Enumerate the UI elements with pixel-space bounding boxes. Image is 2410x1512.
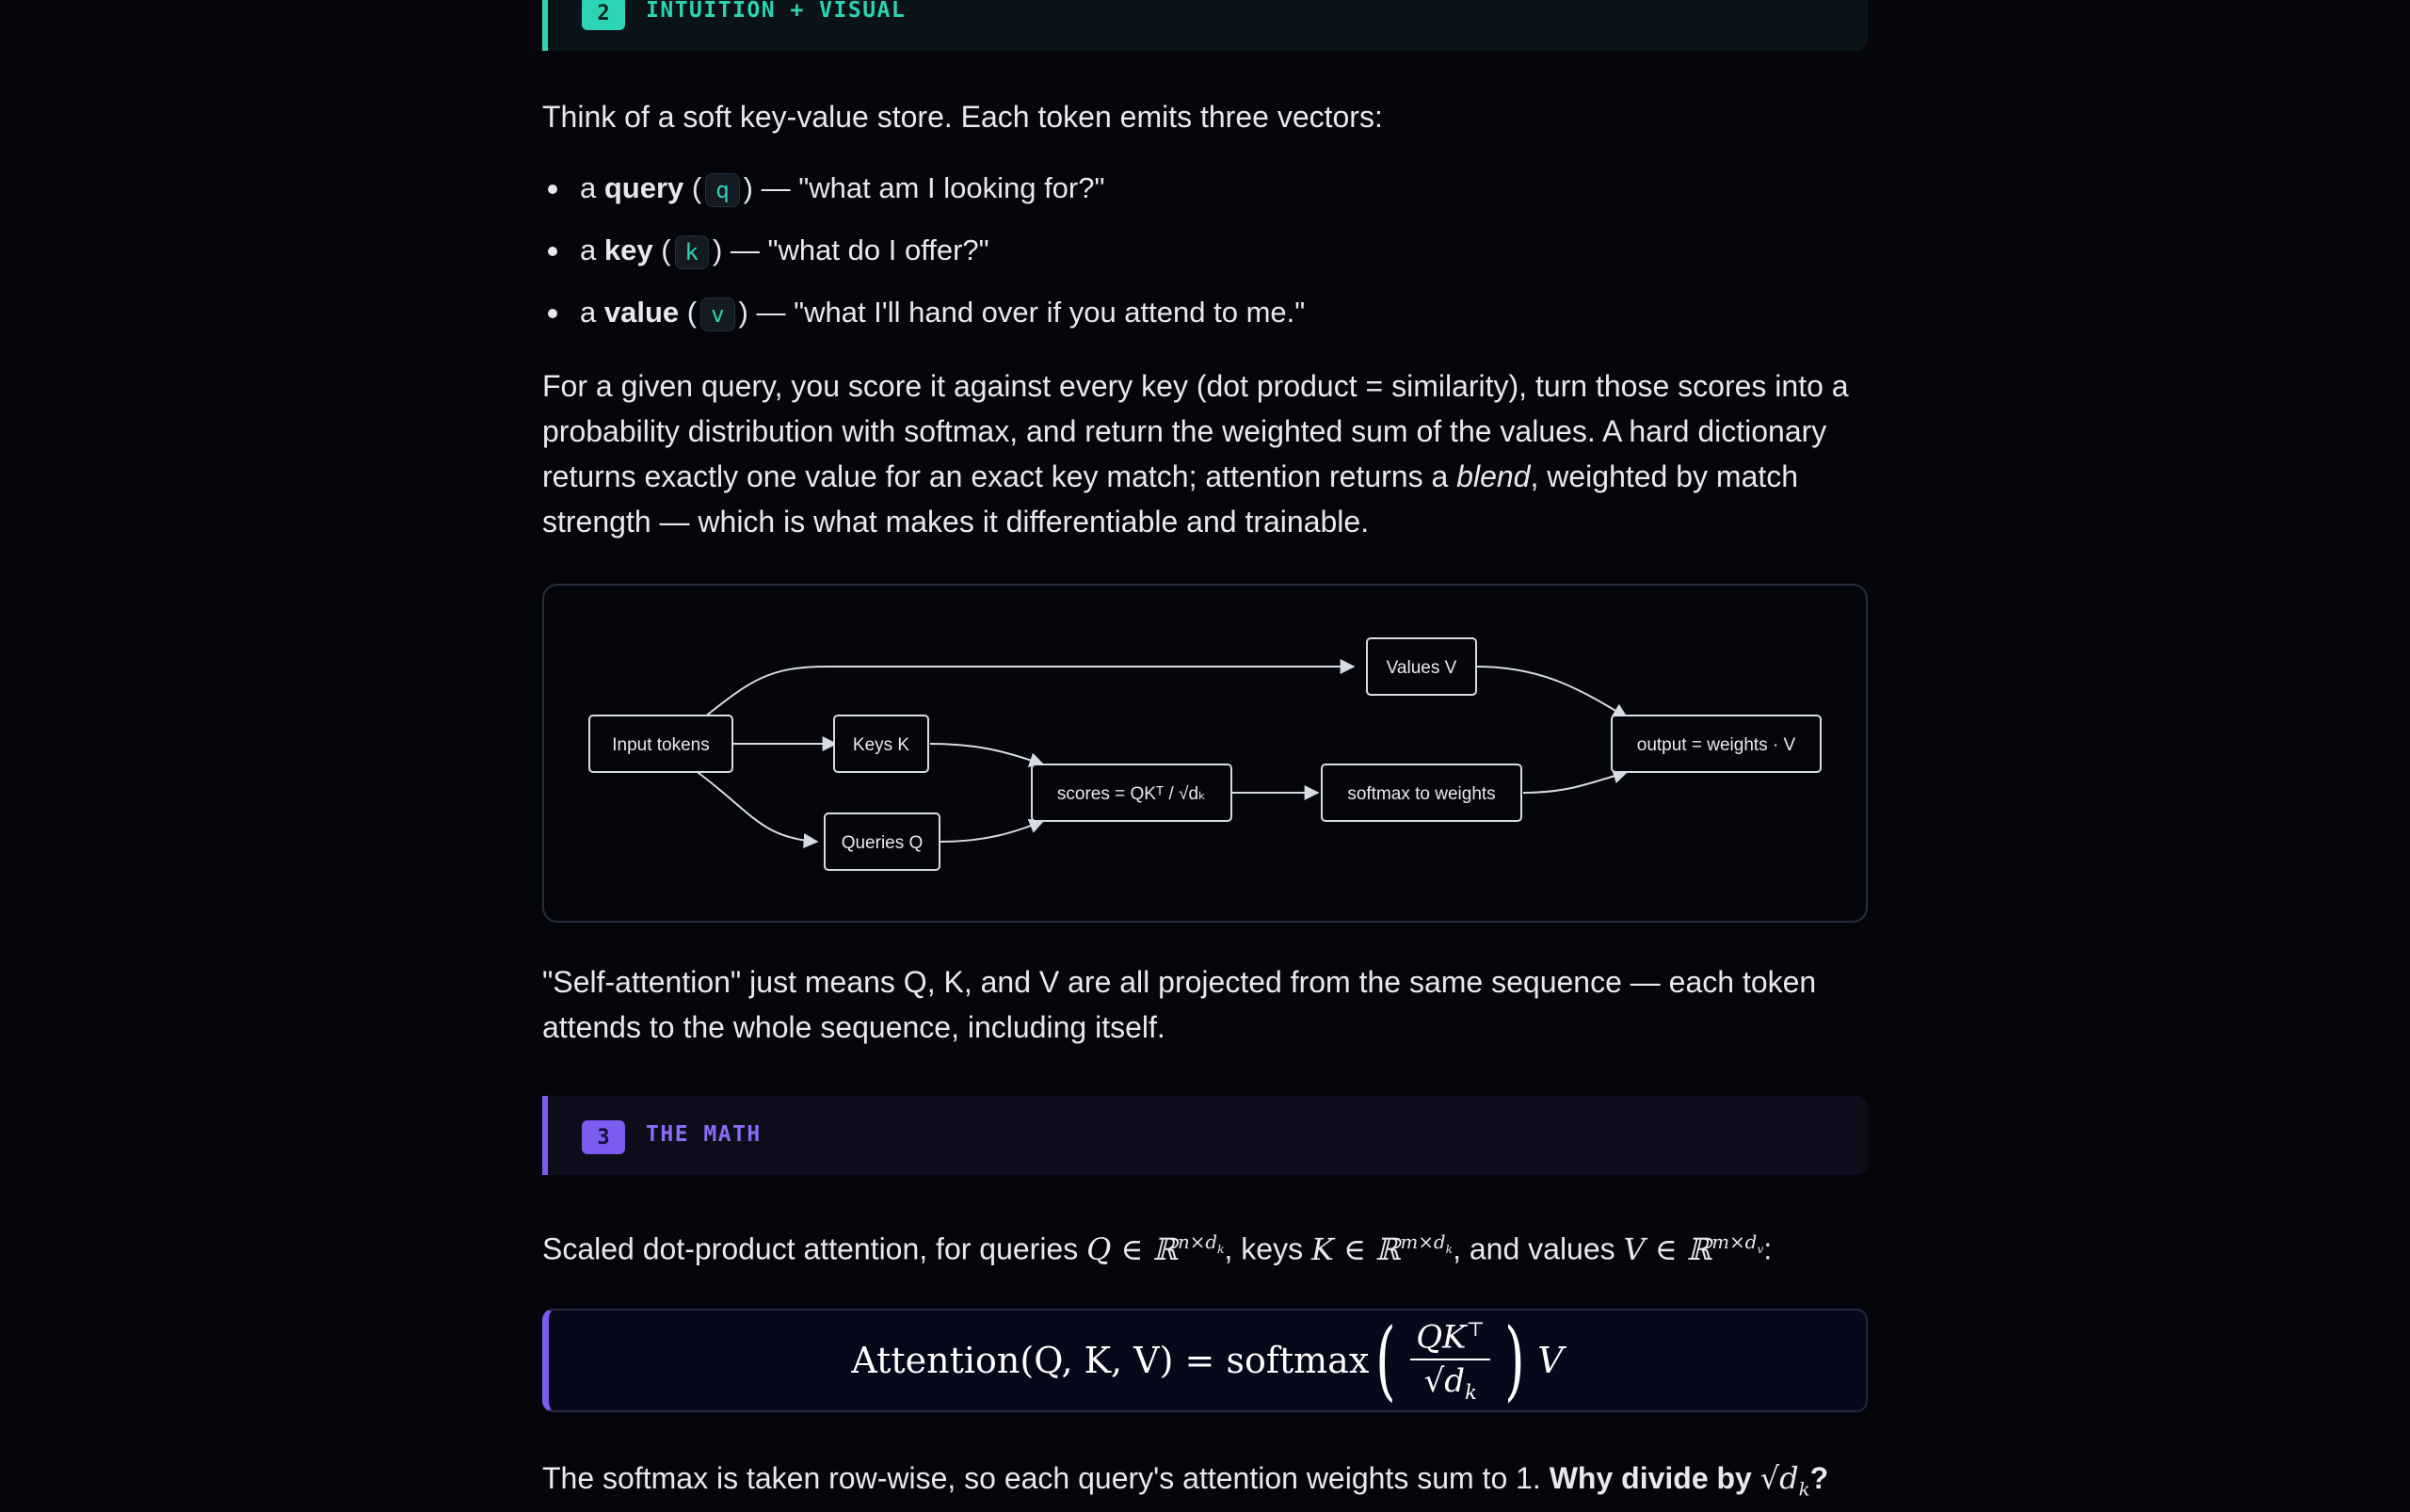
bullet-prefix: a [580,171,604,204]
bullet-prefix: a [580,296,604,329]
bullet-term: value [603,296,680,329]
math-V-set: V ∈ ℝ$^{m\times d_v}$ [1623,1231,1764,1267]
inline-code: v [700,298,734,331]
softmax-note-bold: Why divide by [1549,1461,1760,1495]
bullet-prefix: a [580,233,604,266]
formula-paren-left: ( [1375,1310,1397,1410]
section-number: 2 [582,0,625,30]
formula-paren-right: ) [1504,1310,1526,1410]
node-label: Queries Q [841,833,924,853]
intro-paragraph: Think of a soft key-value store. Each token emits three vectors: [542,100,1383,134]
bullet-desc: — "what am I looking for?" [761,171,1105,204]
bullet-dot [548,185,557,194]
section-number: 3 [582,1120,625,1154]
denominator-text: √d [1423,1361,1466,1400]
numerator-text: QK [1416,1318,1467,1357]
formula-fraction [1410,1317,1490,1403]
vector-list: a query ( q ) — "what am I looking for?" a key ( k ) — "what do I offer?" a value ( v ) — "what I'll hand over if you attend to me." [542,168,1868,309]
question-mark: ? [1809,1461,1829,1495]
self-attention-paragraph: "Self-attention" just means Q, K, and V are all projected from the same sequence — each token attends to the whole sequence, including itself. [542,965,1817,1044]
bullet-desc: — "what I'll hand over if you attend to me." [756,296,1306,329]
softmax-note [542,1456,1868,1512]
bullet-term: key [603,233,653,266]
node-label: softmax to weights [1347,784,1496,804]
formula-tail: V [1537,1340,1564,1381]
math-intro [542,1220,1868,1272]
edge-keys-scores [930,744,1043,764]
bullet-desc: — "what do I offer?" [730,233,989,266]
math-intro-text: Scaled dot-product attention, for queries [542,1231,1087,1266]
inline-code: k [675,235,709,269]
edge-values-output [1476,667,1627,717]
attention-formula [549,1311,1866,1410]
diagram-svg [544,586,1870,925]
scoring-paragraph [542,363,1868,544]
emphasis: blend [1456,459,1531,493]
section-title: THE MATH [646,1122,762,1147]
edge-input-queries [695,770,817,842]
math-intro-text: : [1763,1231,1773,1266]
section-header-math [542,1096,1868,1175]
scoring-text: For a given query, you score it against every key (dot product = similarity), turn those scores into a probability distribution with softmax, and return the weighted sum of the values. A hard dictionary returns exactly one value for an exact key match; attention returns a [542,369,1849,493]
scoring-text-end: , weighted by match strength — which is what makes it differentiable and trainable. [542,459,1799,539]
bullet-term: query [603,171,684,204]
edge-softmax-output [1523,772,1627,793]
section-title: INTUITION + VISUAL [646,0,907,23]
formula-lhs: Attention(Q, K, V) = softmax [851,1340,1370,1381]
edge-input-values [704,667,1354,717]
sqrt-dk: $√d_k$ [1759,1460,1810,1501]
edge-queries-scores [940,821,1043,842]
node-label: Keys K [852,735,910,755]
formula-block [542,1309,1868,1412]
section-header-intuition [542,0,1868,51]
math-K-set: K ∈ ℝ$^{m\times d_k}$ [1310,1231,1454,1267]
node-label: Input tokens [612,735,710,755]
node-label: Values V [1386,658,1457,678]
softmax-note-text: The softmax is taken row-wise, so each query's attention weights sum to 1. [542,1461,1550,1495]
formula-numerator: QK⊤ [1410,1317,1490,1359]
bullet-dot [548,309,557,318]
math-intro-text: , and values [1453,1231,1624,1266]
inline-code: q [705,173,739,207]
attention-flow-diagram [542,584,1868,923]
bullet-dot [548,247,557,256]
node-label: output = weights · V [1636,735,1796,755]
formula-denominator: $√d_k$ [1423,1361,1477,1404]
node-label: scores = QKᵀ / √dₖ [1056,784,1207,804]
math-intro-text: , keys [1224,1231,1311,1266]
math-Q-set: Q ∈ ℝ$^{n\times d_k}$ [1086,1231,1225,1267]
